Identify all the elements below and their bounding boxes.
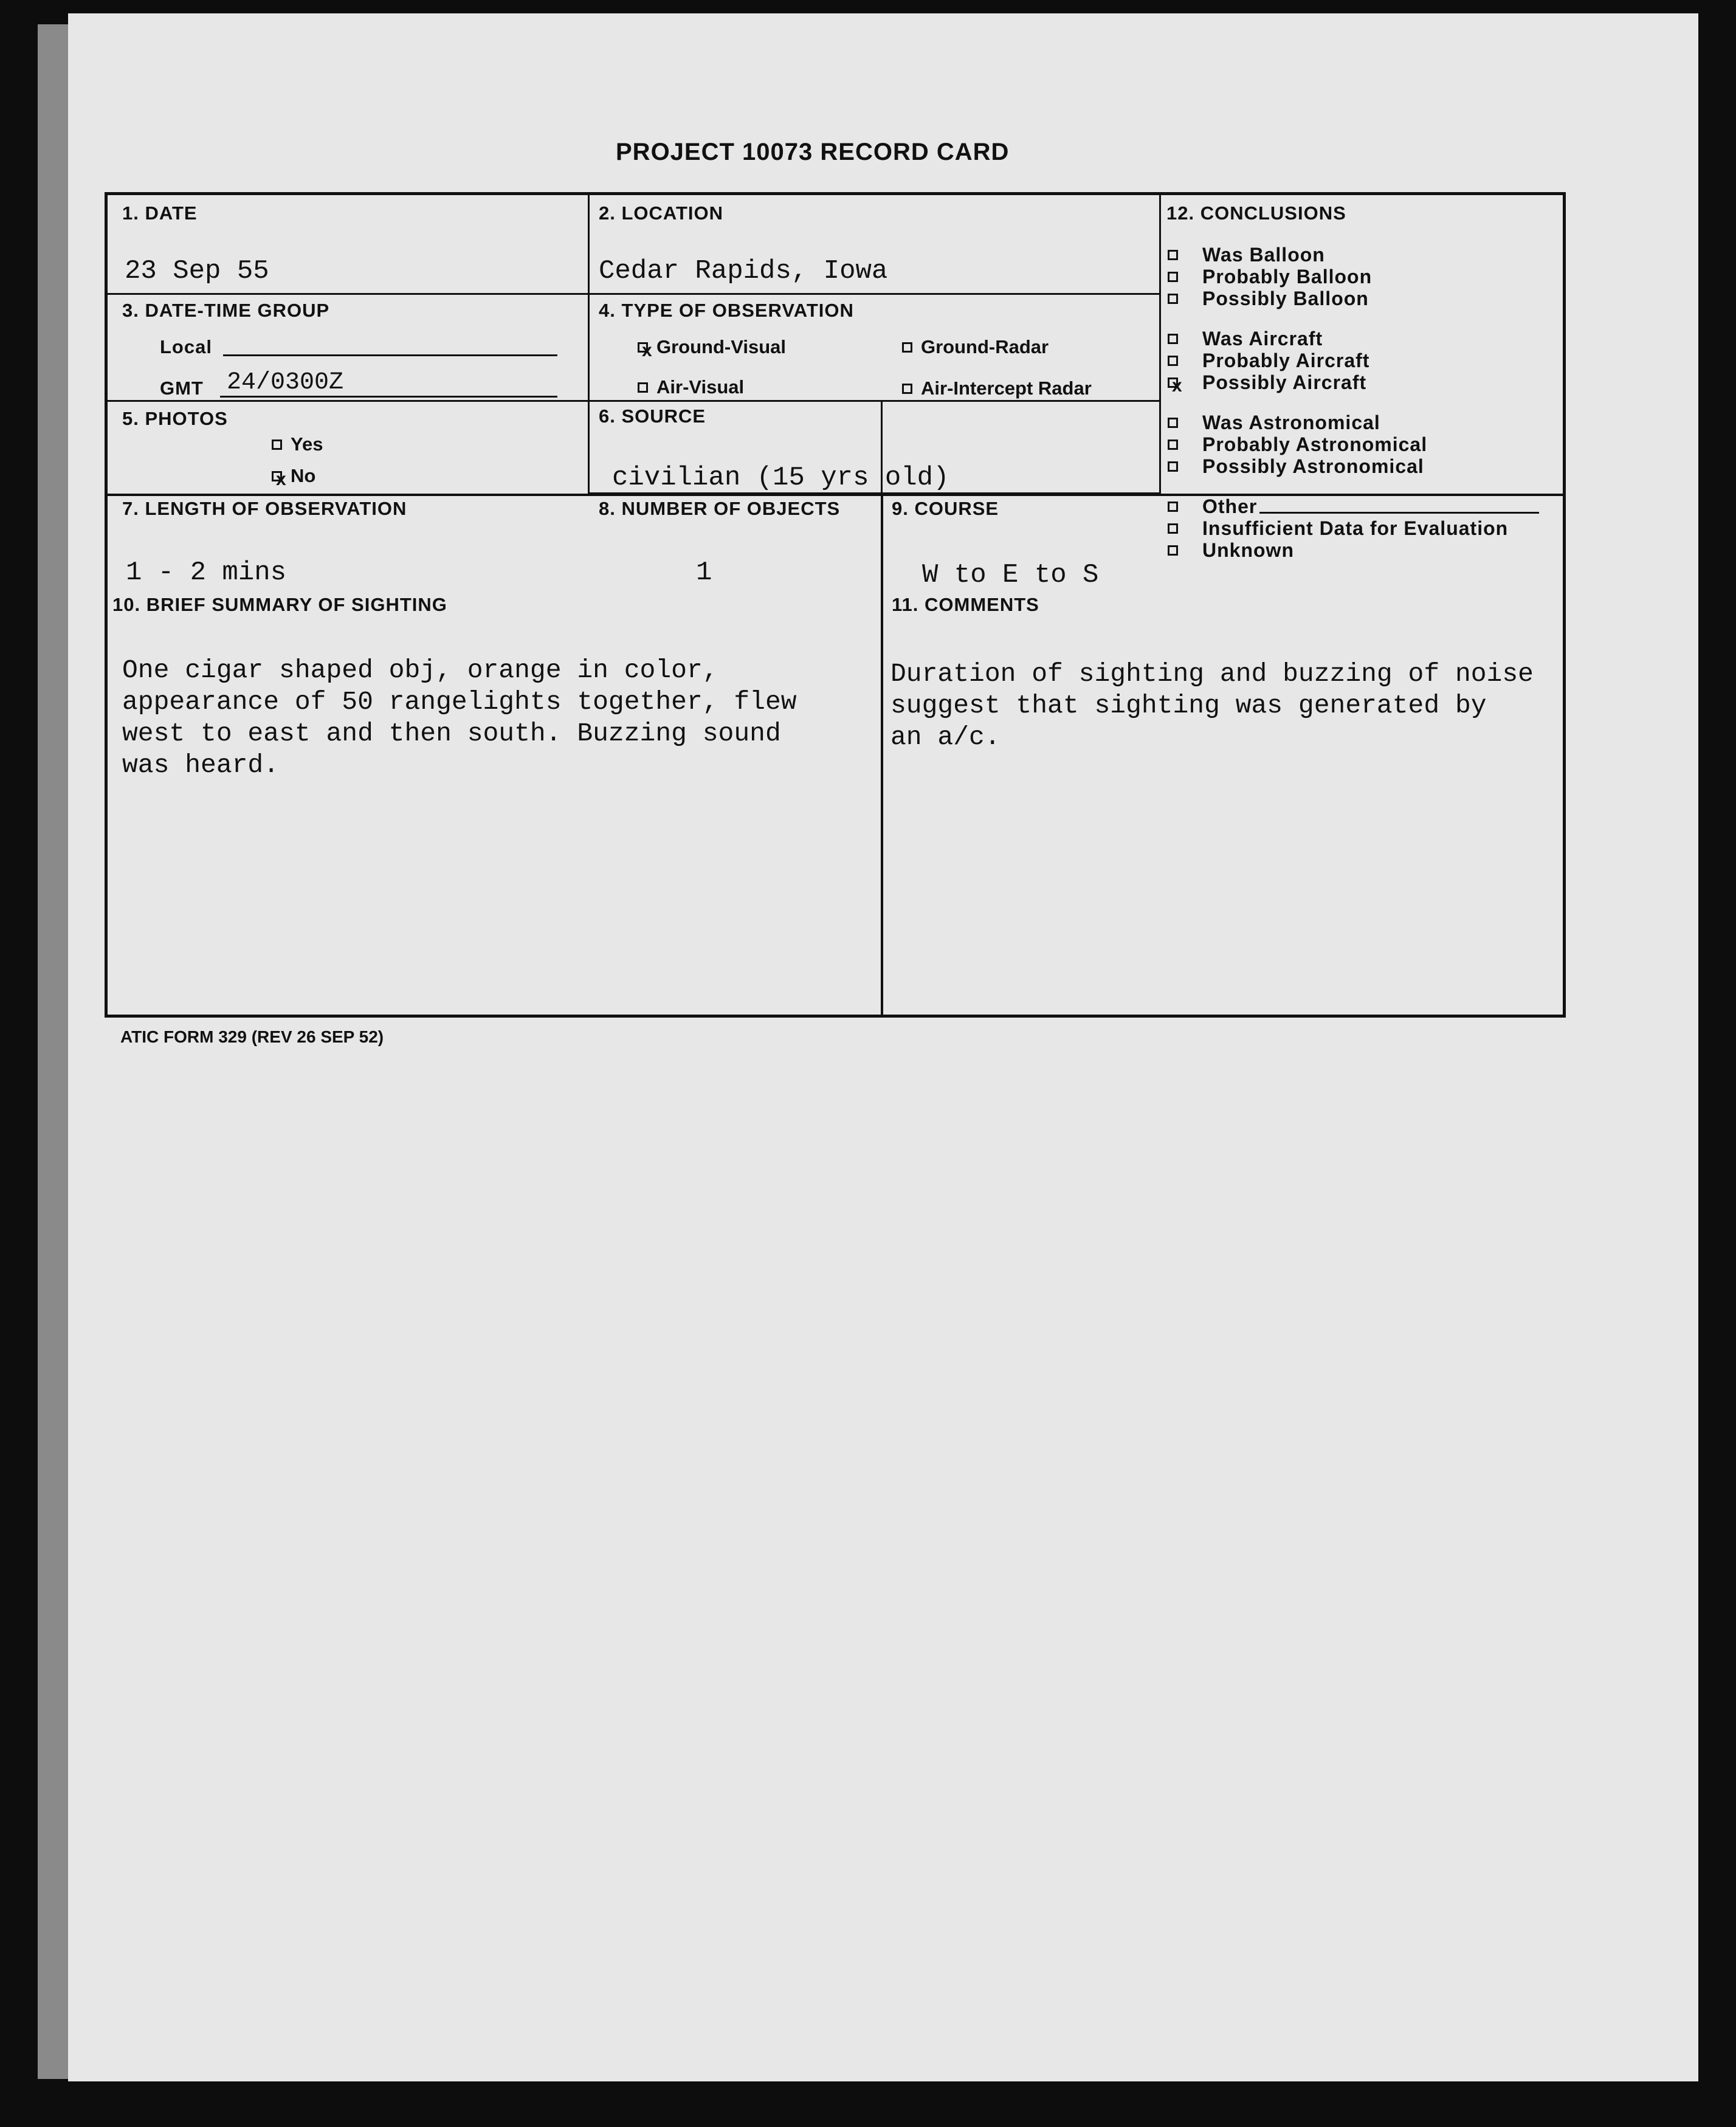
local-field-line — [223, 354, 557, 356]
conclusion-possibly-astronomical[interactable]: Possibly Astronomical — [1168, 455, 1539, 477]
checkbox[interactable] — [1168, 250, 1178, 260]
date-time-group-label: 3. DATE-TIME GROUP — [122, 300, 330, 321]
form-footer: ATIC FORM 329 (REV 26 SEP 52) — [120, 1027, 384, 1046]
checkbox[interactable] — [902, 342, 912, 353]
checkbox[interactable] — [1168, 334, 1178, 344]
summary-label: 10. BRIEF SUMMARY OF SIGHTING — [112, 594, 447, 615]
source-label: 6. SOURCE — [599, 405, 706, 427]
checkbox[interactable] — [1168, 418, 1178, 428]
conclusion-was-balloon[interactable]: Was Balloon — [1168, 244, 1539, 266]
checkbox[interactable] — [638, 382, 648, 393]
date-value: 23 Sep 55 — [125, 256, 269, 286]
comments-line: Duration of sighting and buzzing of noise — [890, 659, 1534, 689]
column-divider — [588, 195, 590, 494]
observation-option-air-intercept-radar[interactable]: Air-Intercept Radar — [902, 377, 1092, 399]
conclusion-possibly-balloon[interactable]: Possibly Balloon — [1168, 288, 1539, 309]
conclusion-other[interactable]: Other — [1168, 495, 1539, 517]
conclusion-probably-balloon[interactable]: Probably Balloon — [1168, 266, 1539, 288]
checkbox[interactable] — [1168, 545, 1178, 556]
checkbox-checked[interactable] — [1168, 377, 1178, 388]
type-of-observation-label: 4. TYPE OF OBSERVATION — [599, 300, 854, 321]
number-of-objects-label: 8. NUMBER OF OBJECTS — [599, 498, 841, 519]
checkbox[interactable] — [1168, 461, 1178, 472]
row-divider — [108, 400, 1159, 402]
location-value: Cedar Rapids, Iowa — [599, 256, 888, 286]
checkbox-checked[interactable] — [638, 342, 648, 353]
spacer — [1168, 393, 1539, 412]
location-label: 2. LOCATION — [599, 202, 724, 224]
conclusions-label: 12. CONCLUSIONS — [1166, 202, 1346, 224]
conclusion-probably-astronomical[interactable]: Probably Astronomical — [1168, 433, 1539, 455]
conclusions-list — [1168, 244, 1539, 561]
checkbox[interactable] — [1168, 523, 1178, 534]
comments-text — [890, 658, 1534, 753]
comments-line: suggest that sighting was generated by — [890, 691, 1487, 720]
photos-option-yes[interactable]: Yes — [272, 433, 323, 455]
number-of-objects-value: 1 — [696, 557, 712, 588]
checkbox[interactable] — [1168, 356, 1178, 366]
summary-line: One cigar shaped obj, orange in color, — [122, 655, 718, 685]
gmt-label: GMT — [160, 377, 204, 399]
photos-label: 5. PHOTOS — [122, 408, 228, 429]
conclusion-was-astronomical[interactable]: Was Astronomical — [1168, 412, 1539, 433]
length-of-observation-value: 1 - 2 mins — [126, 557, 287, 588]
comments-line: an a/c. — [890, 722, 1001, 752]
gmt-value: 24/0300Z — [227, 369, 344, 396]
checkbox[interactable] — [1168, 440, 1178, 450]
observation-option-air-visual[interactable]: Air-Visual — [638, 376, 744, 398]
conclusion-probably-aircraft[interactable]: Probably Aircraft — [1168, 350, 1539, 371]
photos-option-no[interactable]: x No — [272, 465, 315, 487]
row-divider — [108, 293, 1159, 295]
conclusion-possibly-aircraft[interactable]: x Possibly Aircraft — [1168, 371, 1539, 393]
course-label: 9. COURSE — [892, 498, 999, 519]
spacer — [1168, 309, 1539, 328]
local-label: Local — [160, 336, 212, 357]
spacer — [1168, 477, 1539, 495]
page-title: PROJECT 10073 RECORD CARD — [616, 139, 1010, 165]
column-divider — [881, 494, 883, 1015]
length-of-observation-label: 7. LENGTH OF OBSERVATION — [122, 498, 407, 519]
column-divider — [1159, 195, 1161, 494]
record-card-form — [105, 192, 1566, 1018]
summary-line: was heard. — [122, 750, 280, 780]
checkbox[interactable] — [1168, 502, 1178, 512]
summary-line: west to east and then south. Buzzing sound — [122, 719, 781, 748]
summary-line: appearance of 50 rangelights together, flew — [122, 687, 797, 717]
checkbox[interactable] — [272, 440, 282, 450]
course-value: W to E to S — [922, 560, 1099, 590]
checkbox[interactable] — [1168, 272, 1178, 282]
checkbox[interactable] — [902, 384, 912, 394]
checkbox-checked[interactable] — [272, 471, 282, 481]
observation-option-ground-radar[interactable]: Ground-Radar — [902, 336, 1049, 358]
other-field-line — [1259, 512, 1539, 514]
summary-text — [122, 655, 797, 781]
comments-label: 11. COMMENTS — [892, 594, 1039, 615]
observation-option-ground-visual[interactable]: x Ground-Visual — [638, 336, 786, 358]
conclusion-was-aircraft[interactable]: Was Aircraft — [1168, 328, 1539, 350]
checkbox[interactable] — [1168, 294, 1178, 304]
source-value: civilian (15 yrs old) — [612, 463, 949, 493]
conclusion-unknown[interactable]: Unknown — [1168, 539, 1539, 561]
conclusion-insufficient-data[interactable]: Insufficient Data for Evaluation — [1168, 517, 1539, 539]
date-label: 1. DATE — [122, 202, 198, 224]
